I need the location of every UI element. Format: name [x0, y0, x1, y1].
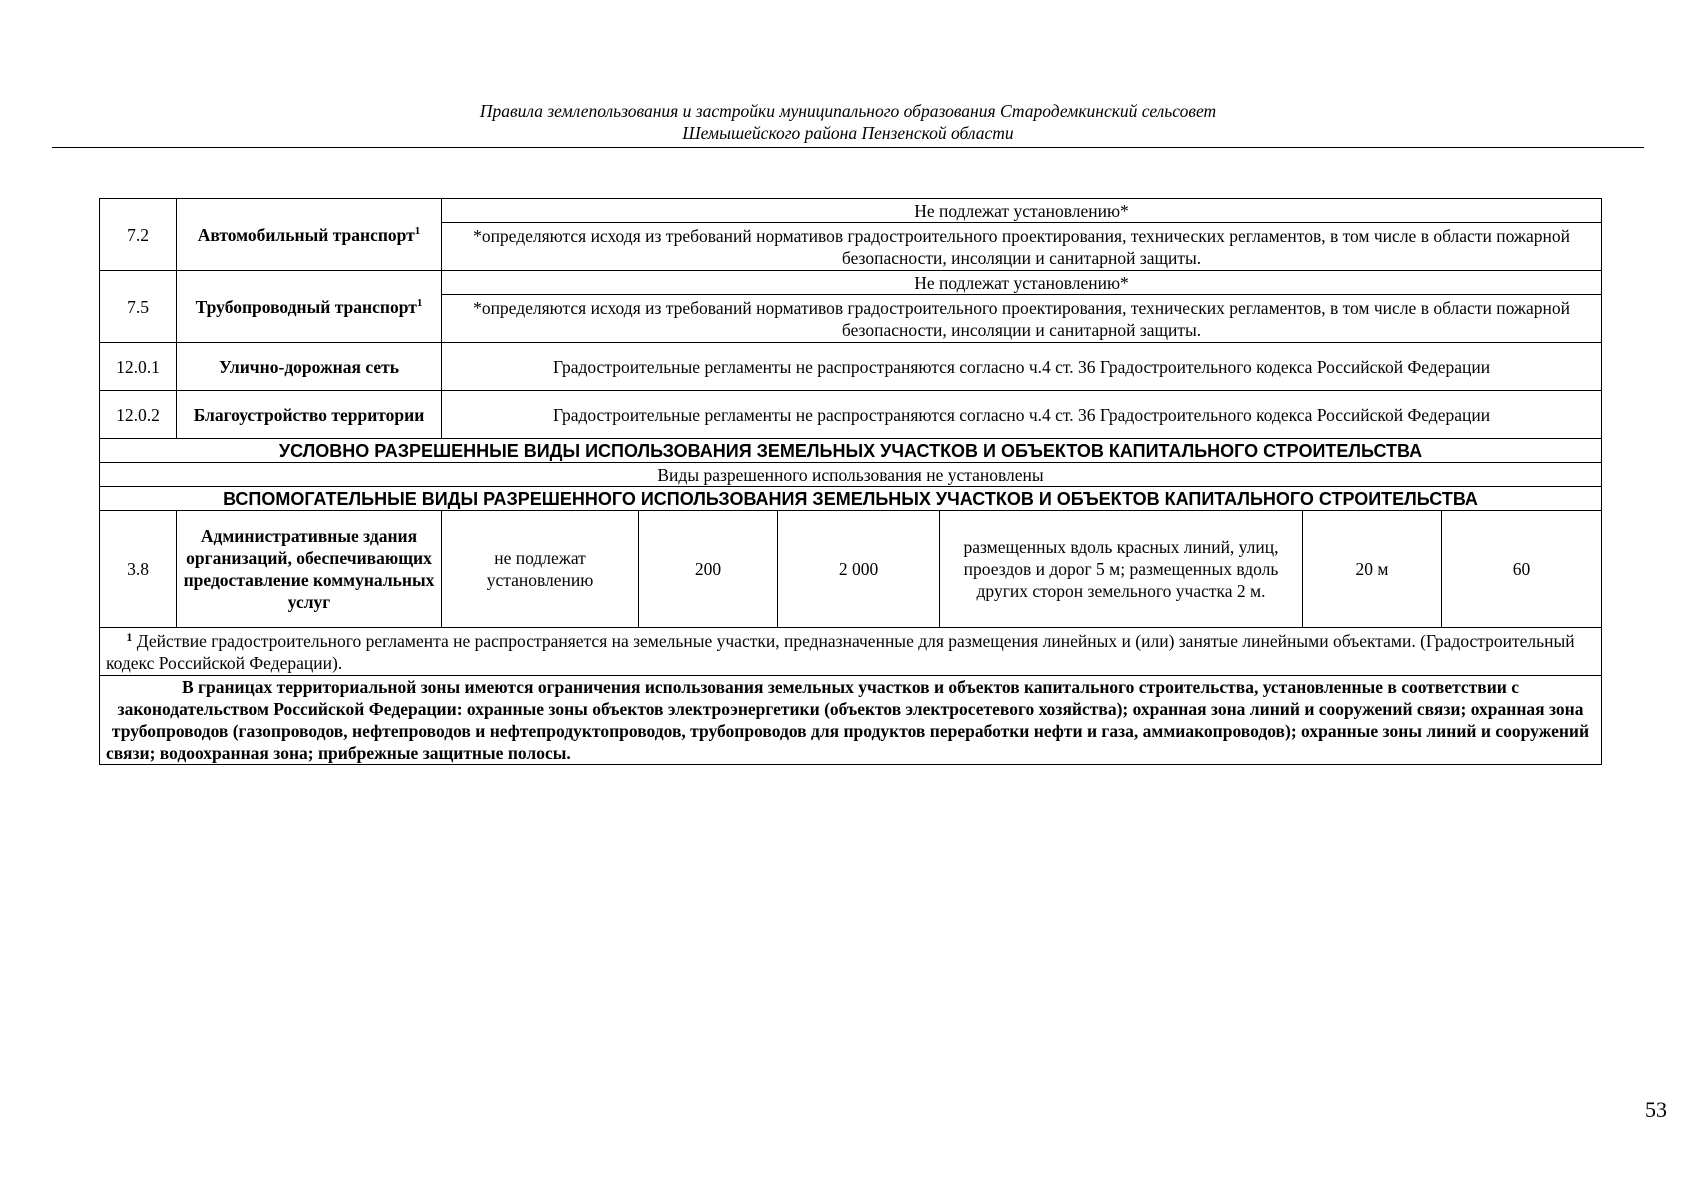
- footnote-mark: 1: [126, 629, 133, 644]
- footnote-ref: 1: [414, 224, 421, 237]
- footnote-row: [100, 628, 1602, 676]
- cell-min-max-size: не подлежат установлению: [442, 511, 639, 628]
- row-name: Автомобильный транспорт$^1$: [177, 199, 442, 271]
- header-line-2: Шемышейского района Пензенской области: [682, 123, 1014, 143]
- table-row: [100, 271, 1602, 295]
- row-note: *определяются исходя из требований нормативов градостроительного проектирования, технических регламентов, в том числе в области пожарной безопасности, инсоляции и санитарной защиты.: [442, 295, 1602, 343]
- regulations-table: [99, 198, 1602, 765]
- table-row: [100, 343, 1602, 391]
- page-number: 53: [1645, 1097, 1667, 1122]
- conditional-section-title: УСЛОВНО РАЗРЕШЕННЫЕ ВИДЫ ИСПОЛЬЗОВАНИЯ ЗЕМЕЛЬНЫХ УЧАСТКОВ И ОБЪЕКТОВ КАПИТАЛЬНОГО СТРОИТЕЛЬСТВА: [100, 439, 1602, 463]
- auxiliary-section-title: ВСПОМОГАТЕЛЬНЫЕ ВИДЫ РАЗРЕШЕННОГО ИСПОЛЬЗОВАНИЯ ЗЕМЕЛЬНЫХ УЧАСТКОВ И ОБЪЕКТОВ КАПИТАЛЬНОГО СТРОИТЕЛЬСТВА: [100, 487, 1602, 511]
- row-note: *определяются исходя из требований нормативов градостроительного проектирования, технических регламентов, в том числе в области пожарной безопасности, инсоляции и санитарной защиты.: [442, 223, 1602, 271]
- table-row: [100, 391, 1602, 439]
- row-name: Улично-дорожная сеть: [177, 343, 442, 391]
- table-row: [100, 511, 1602, 628]
- row-code: 7.5: [100, 271, 177, 343]
- row-text: Градостроительные регламенты не распространяются согласно ч.4 ст. 36 Градостроительного кодекса Российской Федерации: [442, 391, 1602, 439]
- section-header-row: [100, 439, 1602, 463]
- row-status: Не подлежат установлению*: [442, 199, 1602, 223]
- restrictions-text: В границах территориальной зоны имеются ограничения использования земельных участков и объектов капитального строительства, установленные в соответствии с законодательством Российской Федерации: охранные зоны объектов электроэнергетики (объектов электросетевого хозяйства); охранная зона линий и сооружений связи; охранная зона трубопроводов (газопроводов, нефтепроводов и нефтепродуктопроводов, трубопроводов для продуктов переработки нефти и газа, аммиакопроводов); охранные зоны линий и сооружений связи; водоохранная зона; прибрежные защитные полосы.: [100, 676, 1602, 765]
- table-row: [100, 199, 1602, 223]
- row-status: Не подлежат установлению*: [442, 271, 1602, 295]
- cell-value: 2 000: [778, 511, 940, 628]
- cell-coverage: 60: [1442, 511, 1602, 628]
- row-code: 12.0.1: [100, 343, 177, 391]
- cell-height: 20 м: [1303, 511, 1442, 628]
- row-code: 7.2: [100, 199, 177, 271]
- restrictions-row: [100, 676, 1602, 765]
- cell-value: 200: [639, 511, 778, 628]
- row-name: Трубопроводный транспорт$^1$: [177, 271, 442, 343]
- row-name: Административные здания организаций, обеспечивающих предоставление коммунальных услуг: [177, 511, 442, 628]
- header-line-1: Правила землепользования и застройки муниципального образования Стародемкинский сельсовет: [479, 101, 1217, 121]
- row-text: Градостроительные регламенты не распространяются согласно ч.4 ст. 36 Градостроительного кодекса Российской Федерации: [442, 343, 1602, 391]
- section-header-row: [100, 487, 1602, 511]
- header-divider: [52, 147, 1644, 148]
- footnote-text: Действие градостроительного регламента не распространяется на земельные участки, предназначенные для размещения линейных и (или) занятые линейными объектами. (Градостроительный кодекс Российской Федерации).: [106, 630, 1575, 673]
- row-name: Благоустройство территории: [177, 391, 442, 439]
- row-code: 12.0.2: [100, 391, 177, 439]
- conditional-section-text: Виды разрешенного использования не установлены: [100, 463, 1602, 487]
- cell-setbacks: размещенных вдоль красных линий, улиц, проездов и дорог 5 м; размещенных вдоль других сторон земельного участка 2 м.: [940, 511, 1303, 628]
- row-code: 3.8: [100, 511, 177, 628]
- footnote-ref: 1: [416, 296, 423, 309]
- document-header: [52, 100, 1644, 144]
- table-row: [100, 463, 1602, 487]
- footnote: [100, 628, 1602, 676]
